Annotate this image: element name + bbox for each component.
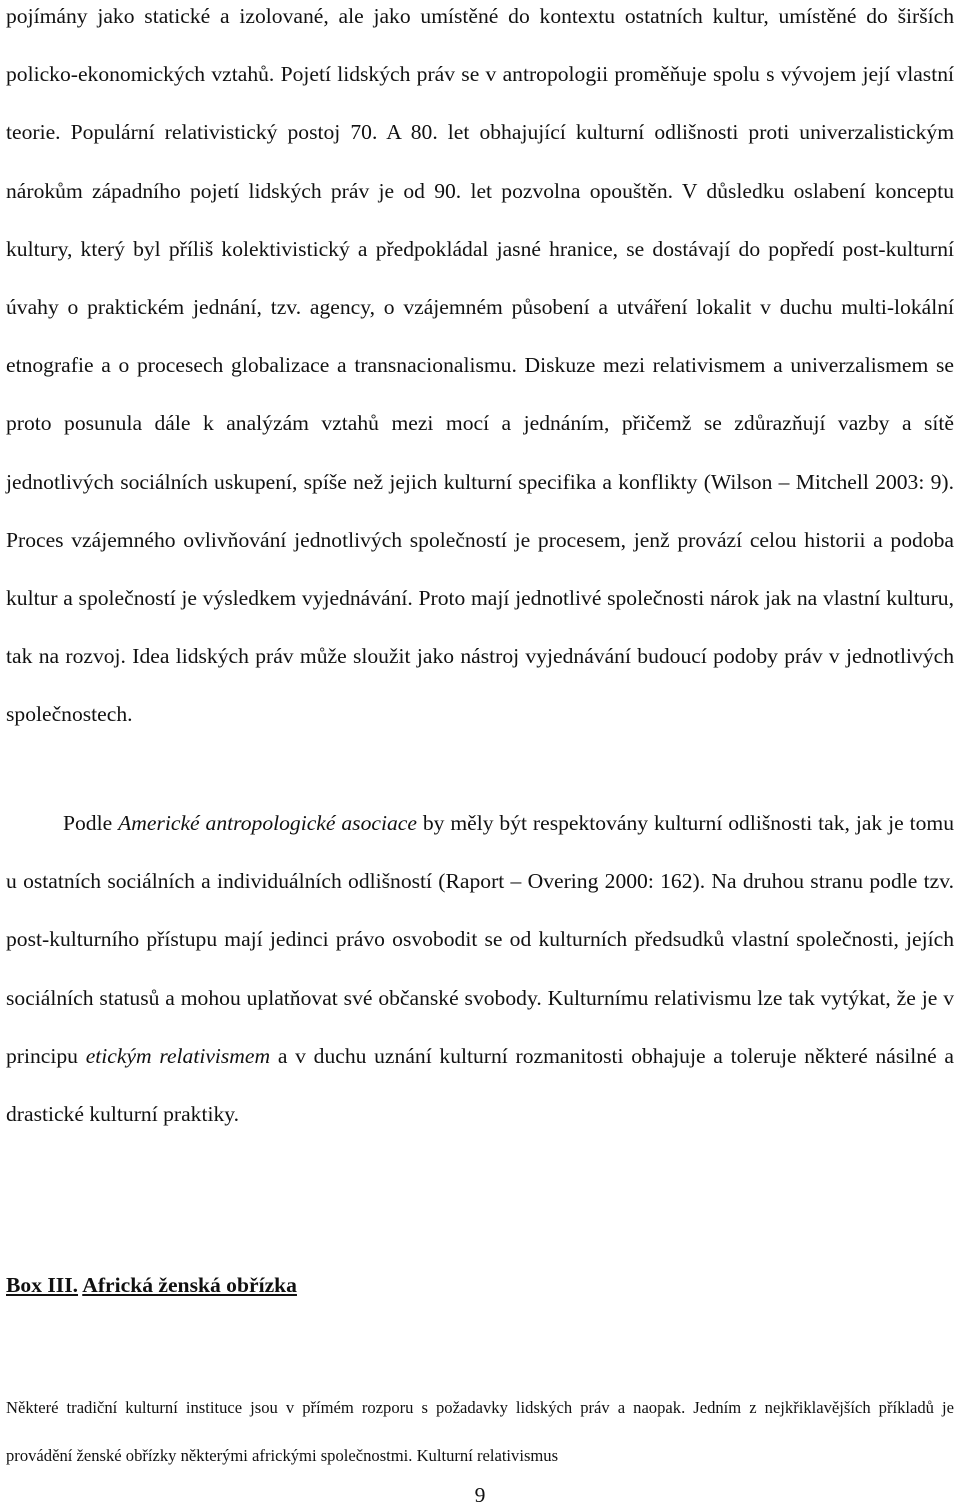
paragraph-text: a v duchu uznání kulturní rozmanitosti obhajuje a toleruje některé násilné a drastické kulturní praktiky. bbox=[6, 1043, 954, 1127]
paragraph-text: by měly být respektovány kulturní odlišnosti tak, jak je tomu u ostatních sociálních a individuálních odlišností (Raport – Overing 2000: 162). Na druhou stranu podle tzv. post-kulturního přístupu mají jedinci právo osvobodit se od kulturních předsudků vlastní společnosti, jejích sociálních statusů a mohou uplatňovat své občanské svobody. Kulturnímu relativismu lze tak vytýkat, že je v principu bbox=[6, 811, 954, 1068]
box-label: Box III. bbox=[6, 1273, 79, 1297]
page-number: 9 bbox=[474, 1483, 486, 1507]
paragraph-human-rights-anthropology: pojímány jako statické a izolované, ale jako umístěné do kontextu ostatních kultur, umístěné do širších policko-ekonomických vztahů. Pojetí lidských práv se v antropologii proměňuje spolu s vývojem její vlastní teorie. Populární relativistický postoj 70. A 80. let obhajující kulturní odlišnosti proti univerzalistickým nárokům západního pojetí lidských práv je od 90. let pozvolna opouštěn. V důsledku oslabení konceptu kultury, který byl příliš kolektivistický a předpokládal jasné hranice, se dostávají do popředí post-kulturní úvahy o praktickém jednání, tzv. agency, o vzájemném působení a utváření lokalit v duchu multi-lokální etnografie a o procesech globalizace a transnacionalismu. Diskuze mezi relativismem a univerzalismem se proto posunula dále k analýzám vztahů mezi mocí a jednáním, přičemž se zdůrazňují vazby a sítě jednotlivých sociálních uskupení, spíše než jejich kulturní specifika a konflikty (Wilson – Mitchell 2003: 9). Proces vzájemného ovlivňování jednotlivých společností je procesem, jenž provází celou historii a podoba kultur a společností je výsledkem vyjednávání. Proto mají jednotlivé společnosti nárok jak na vlastní kulturu, tak na rozvoj. Idea lidských práv může sloužit jako nástroj vyjednávání budoucí podoby práv v jednotlivých společnostech. bbox=[6, 4, 954, 727]
box-paragraph: Některé tradiční kulturní instituce jsou v přímém rozporu s požadavky lidských práv a naopak. Jedním z nejkřiklavějších příkladů je provádění ženské obřízky některými africkými společnostmi. Kulturní relativismus bbox=[6, 1398, 954, 1465]
paragraph-text: Podle bbox=[63, 811, 119, 835]
italic-term-aaa: Americké antropologické asociace bbox=[118, 811, 417, 835]
box-title: Africká ženská obřízka bbox=[82, 1273, 297, 1297]
box-heading bbox=[6, 1269, 297, 1301]
italic-term-ethical-relativism: etickým relativismem bbox=[85, 1043, 271, 1068]
paragraph-cultural-relativism bbox=[6, 794, 954, 1143]
